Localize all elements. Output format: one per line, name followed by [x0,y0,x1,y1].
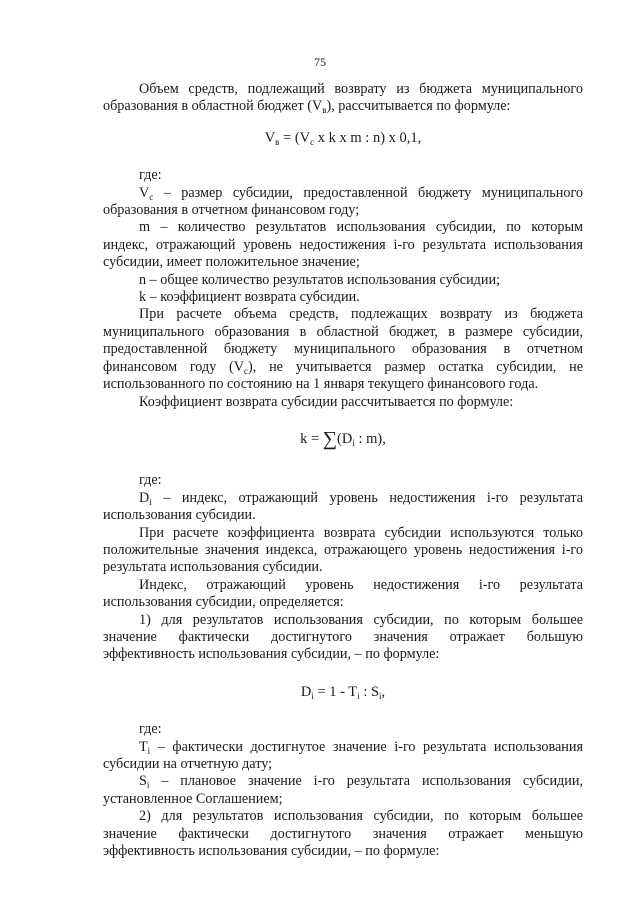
definition-n: n – общее количество результатов использования субсидии; [139,271,501,288]
where-label: где: [139,167,162,184]
page-number: 75 [314,55,326,69]
where-label: где: [139,472,162,489]
paragraph-coefficient-intro: Коэффициент возврата субсидии рассчитывается по формуле: [139,393,514,410]
where-label: где: [139,721,162,738]
paragraph-case-2: 2) для результатов использования субсидии, по которым большее значение фактически достигнутого значения отражает меньшую эффективность использования субсидии, – по формуле: [103,808,583,860]
definition-di: $D_i$ – индекс, отражающий уровень недостижения i-го результата использования субсидии. [103,489,583,524]
paragraph-case-1: 1) для результатов использования субсидии, по которым большее значение фактически достигнутого значения отражает большую эффективность использования субсидии, – по формуле: [103,611,583,663]
definition-si: $S_i$ – плановое значение i-го результата использования субсидии, установленное Соглашением; [103,773,583,807]
formula-coefficient: $k = \sum(D_i$ : m), [300,427,386,450]
formula-return-volume: $V_в = (V_с$ x k x m : n) x 0,1, [264,129,422,147]
definition-m: m – количество результатов использования субсидии, по которым индекс, отражающий уровень недостижения i-го результата использования субсидии, имеет положительное значение; [103,219,583,271]
definition-ti: $T_i$ – фактически достигнутое значение i-го результата использования субсидии на отчетную дату; [103,738,583,772]
formula-index: $D_i = 1 - T_i$ : $S_i$, [300,683,386,701]
definition-k: k – коэффициент возврата субсидии. [139,289,360,306]
paragraph-index-intro: Индекс, отражающий уровень недостижения i-го результата использования субсидии, определяется: [103,576,583,611]
sigma-symbol: ∑ [322,427,338,450]
paragraph-calculation-note: При расчете объема средств, подлежащих возврату из бюджета муниципального образования в областной бюджет, в размере субсидии, предоставленной бюджету муниципального образования в отчетном финансовом году $(V_с)$, не учитывается размер остатка субсидии, не использованного по состоянию на 1 января текущего финансового года. [103,306,583,393]
paragraph-positive-values: При расчете коэффициента возврата субсидии используются только положительные значения индекса, отражающего уровень недостижения i-го результата использования субсидии. [103,524,583,576]
definition-vc: $V_с$ – размер субсидии, предоставленной бюджету муниципального образования в отчетном финансовом году; [103,184,583,219]
document-body [103,81,583,860]
paragraph-intro: Объем средств, подлежащий возврату из бюджета муниципального образования в областной бюджет $(V_в)$, рассчитывается по формуле: [103,81,583,116]
